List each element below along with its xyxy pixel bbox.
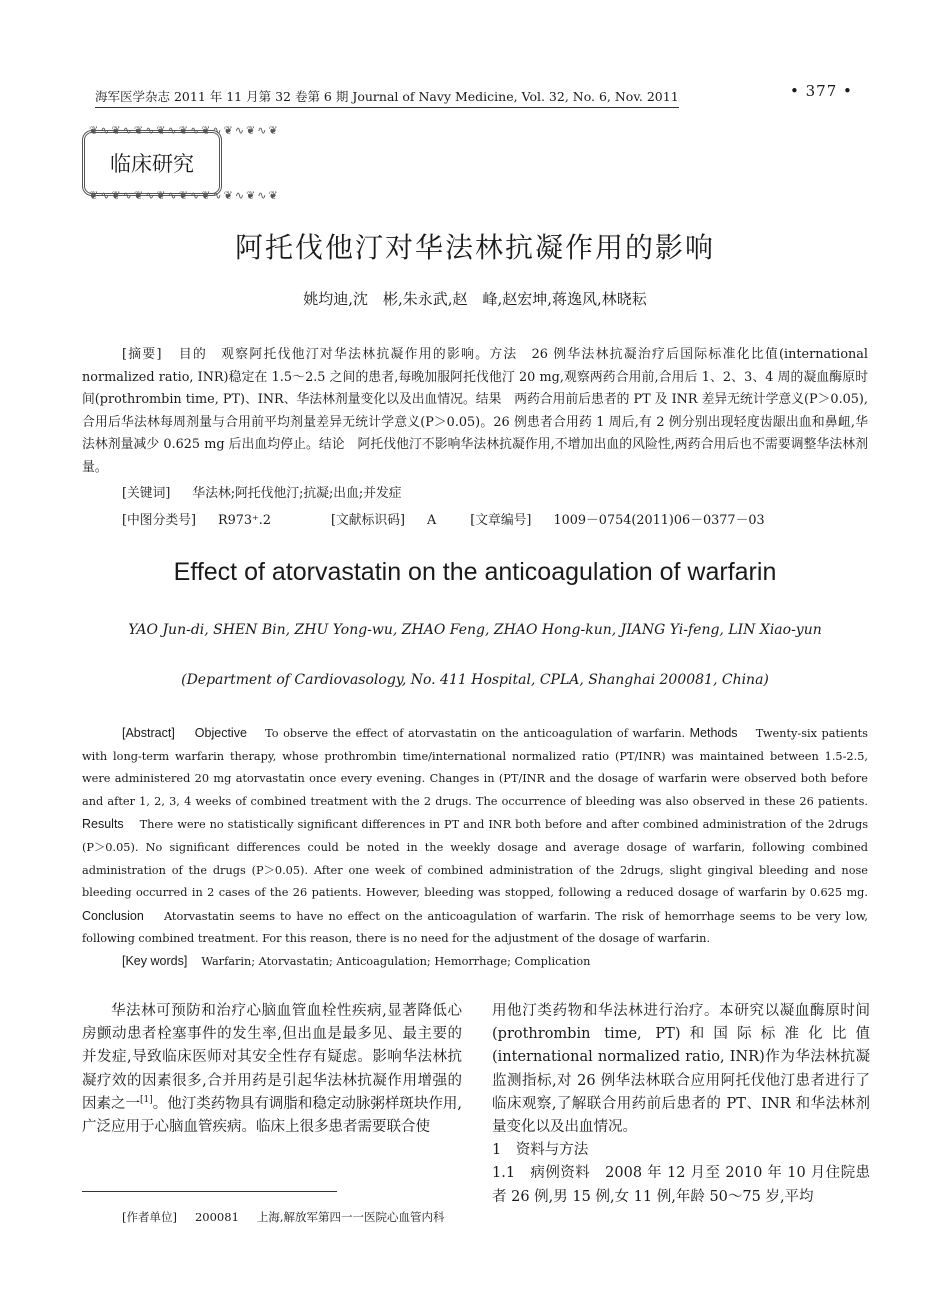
footnote-tag: [作者单位] bbox=[122, 1210, 177, 1224]
page-number: • 377 • bbox=[790, 82, 853, 100]
article-no-value: 1009－0754(2011)06－0377－03 bbox=[553, 513, 765, 528]
intro-text-part2: 。他汀类药物具有调脂和稳定动脉粥样斑块作用,广泛应用于心脑血管疾病。临床上很多患者需要联合使 bbox=[82, 1095, 463, 1136]
objective-text: To observe the effect of atorvastatin on the anticoagulation of warfarin. bbox=[265, 727, 686, 740]
methods-text: Twenty-six patients with long-term warfarin therapy, whose prothrombin time/international normalized ratio (PT/INR) was maintained between 1.5-2.5, were administered 20 mg atorvastatin once every evening. Changes in (PT/INR and the dosage of warfarin were observed both before and after 1, 2, 3, 4 weeks of combined treatment with the 2 drugs. The occurrence of bleeding was also observed in these 26 patients. bbox=[82, 727, 868, 808]
column-label: 临床研究 bbox=[110, 152, 194, 176]
keywords-en-text: Warfarin; Atorvastatin; Anticoagulation; Hemorrhage; Complication bbox=[201, 955, 591, 968]
ornament-border-icon: ❦∿❦∿❦∿❦∿❦∿❦∿❦∿❦∿❦ bbox=[89, 124, 280, 137]
results-label: Results bbox=[82, 817, 124, 832]
clc-value: R973⁺.2 bbox=[217, 513, 272, 528]
article-no-tag: [文章编号] bbox=[470, 513, 532, 528]
methods-label: Methods bbox=[689, 726, 738, 740]
clc-tag: [中图分类号] bbox=[122, 513, 196, 528]
keywords-cn-text: 华法林;阿托伐他汀;抗凝;出血;并发症 bbox=[192, 486, 402, 501]
intro-continued: 用他汀类药物和华法林进行治疗。本研究以凝血酶原时间(prothrombin time, PT)和国际标准化比值(international normalized ratio, INR)作为华法林抗凝监测指标,对 26 例华法林联合应用阿托伐他汀患者进行了临床观察,了解联合用药前后患者的 PT、INR 和华法林剂量变化以及出血情况。 bbox=[492, 1003, 870, 1136]
results-text: There were no statistically significant differences in PT and INR both before and after combined administration of the 2drugs (P＞0.05). No significant differences could be noted in the weekly dosage and average dosage of warfarin, following combined administration of the drugs (P＞0.05). After one week of combined administration of the 2drugs, slight gingival bleeding and nose bleeding occurred in 2 cases of the 26 patients. However, bleeding was stopped, following a reduced dosage of warfarin by 0.625 mg. bbox=[82, 818, 869, 900]
column-label-box bbox=[82, 124, 280, 202]
classification-line bbox=[122, 509, 765, 528]
author-affiliation-footnote bbox=[122, 1209, 445, 1225]
body-left-column bbox=[82, 1000, 462, 1139]
article-title-en: Effect of atorvastatin on the anticoagulation of warfarin bbox=[173, 558, 777, 586]
section-heading: 1 资料与方法 bbox=[492, 1142, 589, 1159]
doc-code-tag: [文献标识码] bbox=[331, 513, 405, 528]
running-header: 海军医学杂志 2011 年 11 月第 32 卷第 6 期 Journal of Navy Medicine, Vol. 32, No. 6, Nov. 2011 bbox=[95, 87, 679, 108]
body-right-column bbox=[492, 1000, 870, 1209]
abstract-cn-tag: [摘要] bbox=[122, 347, 162, 362]
objective-label: Objective bbox=[194, 726, 247, 740]
subsection-paragraph bbox=[492, 1162, 870, 1208]
keywords-en bbox=[122, 954, 590, 968]
abstract-en bbox=[82, 722, 868, 951]
subsection-heading: 1.1 病例资料 bbox=[492, 1165, 591, 1182]
footnote-postcode: 200081 bbox=[194, 1210, 239, 1224]
ornament-border-icon: ❦∿❦∿❦∿❦∿❦∿❦∿❦∿❦∿❦ bbox=[89, 189, 280, 202]
doc-code-value: A bbox=[427, 513, 437, 528]
keywords-cn bbox=[122, 482, 402, 501]
footnote-divider bbox=[82, 1191, 337, 1192]
intro-paragraph bbox=[82, 1000, 462, 1139]
conclusion-text: Atorvastatin seems to have no effect on the anticoagulation of warfarin. The risk of hemorrhage seems to be very low, following combined treatment. For this reason, there is no need for the adjustment of the dosage of warfarin. bbox=[82, 909, 868, 946]
intro-text-part1: 华法林可预防和治疗心脑血管血栓性疾病,显著降低心房颤动患者栓塞事件的发生率,但出血是最多见、最主要的并发症,导致临床医师对其安全性存有疑虑。影响华法林抗凝疗效的因素很多,合并用药是引起华法林抗凝作用增强的因素之一 bbox=[82, 1003, 462, 1112]
authors-cn: 姚均迪,沈 彬,朱永武,赵 峰,赵宏坤,蒋逸风,林晓耘 bbox=[303, 290, 647, 308]
affiliation-en: (Department of Cardiovasology, No. 411 Hospital, CPLA, Shanghai 200081, China) bbox=[181, 672, 769, 688]
abstract-en-tag: [Abstract] bbox=[122, 726, 175, 740]
subsection-text: 2008 年 12 月至 2010 年 10 月住院患者 26 例,男 15 例,女 11 例,年龄 50～75 岁,平均 bbox=[492, 1165, 871, 1205]
conclusion-label: Conclusion bbox=[82, 908, 144, 923]
abstract-cn-text: 目的 观察阿托伐他汀对华法林抗凝作用的影响。方法 26 例华法林抗凝治疗后国际标准化比值(international normalized ratio, INR)稳定在 1.5～2.5 之间的患者,每晚加服阿托伐他汀 20 mg,观察两药合用前,合用后 1、2、3、4 周的凝血酶原时间(prothrombin time, PT)、INR、华法林剂量变化以及出血情况。结果 两药合用前后患者的 PT 及 INR 差异无统计学意义(P＞0.05),合用后华法林每周剂量与合用前平均剂量差异无统计学意义(P＞0.05)。26 例患者合用药 1 周后,有 2 例分别出现轻度齿龈出血和鼻衄,华法林剂量减少 0.625 mg 后出血均停止。结论 阿托伐他汀不影响华法林抗凝作用,不增加出血的风险性,两药合用后也不需要调整华法林剂量。 bbox=[82, 347, 868, 475]
abstract-cn bbox=[82, 344, 868, 480]
authors-en: YAO Jun-di, SHEN Bin, ZHU Yong-wu, ZHAO Feng, ZHAO Hong-kun, JIANG Yi-feng, LIN Xiao-yun bbox=[128, 622, 822, 638]
reference-marker: [1] bbox=[140, 1094, 153, 1105]
footnote-text: 上海,解放军第四一一医院心血管内科 bbox=[256, 1210, 445, 1224]
article-title-cn: 阿托伐他汀对华法林抗凝作用的影响 bbox=[234, 231, 715, 264]
keywords-en-tag: [Key words] bbox=[122, 954, 188, 968]
keywords-cn-tag: [关键词] bbox=[122, 486, 171, 501]
